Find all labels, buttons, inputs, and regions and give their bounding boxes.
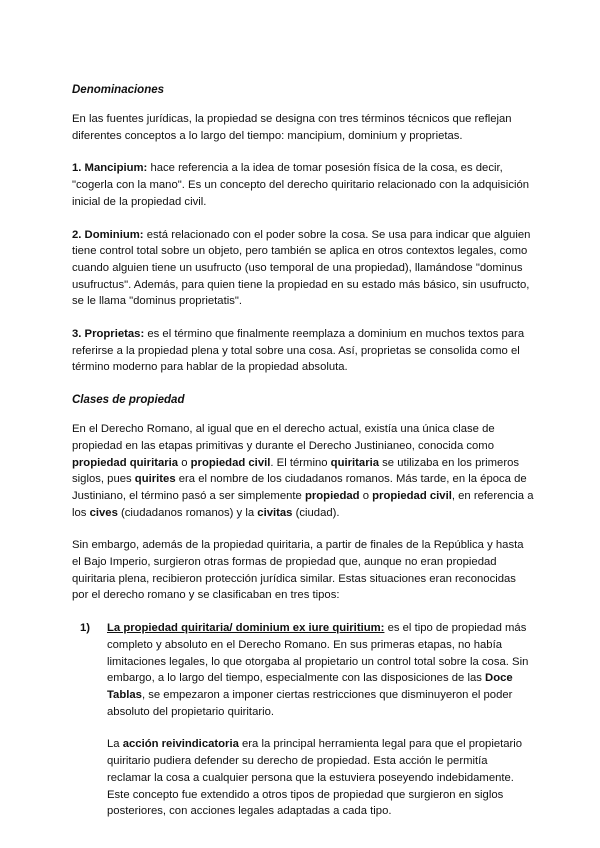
term-text: es el término que finalmente reemplaza a dominium en muchos textos para referirse a la propiedad plena y total sobre una cosa. Así, proprietas se consolida como el término moderno para hablar de la propiedad absoluta. xyxy=(72,328,525,374)
text-run: o xyxy=(178,456,191,469)
paragraph-otras-formas: Sin embargo, además de la propiedad quiritaria, a partir de finales de la República y hasta el Bajo Imperio, surgieron otras formas de propiedad que, aunque no eran propiedad quiritaria plena, recibieron protección jurídica similar. Estas situaciones eran reconocidas por el derecho romano y se clasificaban en tres tipos: xyxy=(72,539,524,602)
text-run: , se empezaron a imponer ciertas restricciones que disminuyeron el poder absoluto del propietario quiritario. xyxy=(107,688,513,718)
intro-paragraph: En las fuentes jurídicas, la propiedad se designa con tres términos técnicos que reflejan diferentes conceptos a lo largo del tiempo: mancipium, dominium y proprietas. xyxy=(72,113,512,142)
bold-term: Doce Tablas xyxy=(107,672,513,701)
term-label: 3. Proprietas: xyxy=(72,328,145,341)
term-text: hace referencia a la idea de tomar posesión física de la cosa, es decir, "cogerla con la mano". Es un concepto del derecho quiritario relacionado con la adquisición inicial de la propiedad civil. xyxy=(72,162,530,208)
document-body xyxy=(72,82,534,837)
text-run: (ciudad). xyxy=(292,506,340,519)
text-run: (ciudadanos romanos) y la xyxy=(117,506,258,519)
list-item-paragraph xyxy=(107,736,534,820)
text-run: o xyxy=(359,489,373,502)
bold-term: cives xyxy=(89,506,118,519)
text-run: es el tipo de propiedad más completo y absoluto en el Derecho Romano. En sus primeras etapas, no había limitaciones legales, lo que otorgaba al propietario un control total sobre la cosa. Sin embargo, a lo largo del tiempo, especialmente con las disposiciones de las xyxy=(107,622,529,685)
bold-term: propiedad quiritaria xyxy=(72,456,179,469)
list-item-paragraph xyxy=(107,620,534,720)
term-text: está relacionado con el poder sobre la cosa. Se usa para indicar que alguien tiene control total sobre un objeto, pero también se aplica en otros contextos legales, como cuando alguien tiene un usufructo (uso temporal de una propiedad), llamándose "dominus usufructus". Además, para quien tiene la propiedad en su estado más básico, sin usufructo, se le llama "dominus proprietatis". xyxy=(72,228,531,308)
text-run: se utilizaba en los primeros siglos, pues xyxy=(72,456,520,486)
section-heading-denominaciones: Denominaciones xyxy=(72,84,165,96)
text-run: . El término xyxy=(270,456,331,469)
text-run: era el nombre de los ciudadanos romanos. Más tarde, en la época de Justiniano, el término pasó a ser simplemente xyxy=(72,473,527,502)
bold-term: civitas xyxy=(257,506,293,519)
list-number: 1) xyxy=(80,622,91,635)
text-run: La xyxy=(107,738,123,751)
term-label: 2. Dominium: xyxy=(72,228,144,241)
definition-dominium xyxy=(72,227,534,311)
paragraph-propiedad-unica xyxy=(72,421,534,521)
term-label: 1. Mancipium: xyxy=(72,162,148,175)
section-heading-clases: Clases de propiedad xyxy=(72,394,185,407)
text-run: En el Derecho Romano, al igual que en el derecho actual, existía una única clase de propiedad en las etapas primitivas y durante el Derecho Justinianeo, conocida como xyxy=(72,423,495,452)
list-item-heading: La propiedad quiritaria/ dominium ex iure quiritium: xyxy=(107,622,385,635)
bold-term: acción reivindicatoria xyxy=(122,738,239,751)
bold-term: propiedad civil xyxy=(190,456,271,469)
bold-term: quiritaria xyxy=(330,456,380,469)
text-run: , en referencia a los xyxy=(72,489,534,519)
bold-term: propiedad xyxy=(304,489,360,502)
definition-proprietas xyxy=(72,326,534,376)
bold-term: propiedad civil xyxy=(372,489,452,502)
list-item xyxy=(72,620,534,820)
text-run: era la principal herramienta legal para que el propietario quiritario pudiera defender su derecho de propiedad. Esta acción le permitía reclamar la cosa a cualquier persona que la estuviera poseyendo indebidamente. Este concepto fue extendido a otros tipos de propiedad que surgieron en siglos posteriores, con acciones legales adaptadas a cada tipo. xyxy=(107,738,523,818)
property-types-list xyxy=(72,620,534,820)
definition-mancipium xyxy=(72,160,534,210)
bold-term: quirites xyxy=(134,473,176,486)
